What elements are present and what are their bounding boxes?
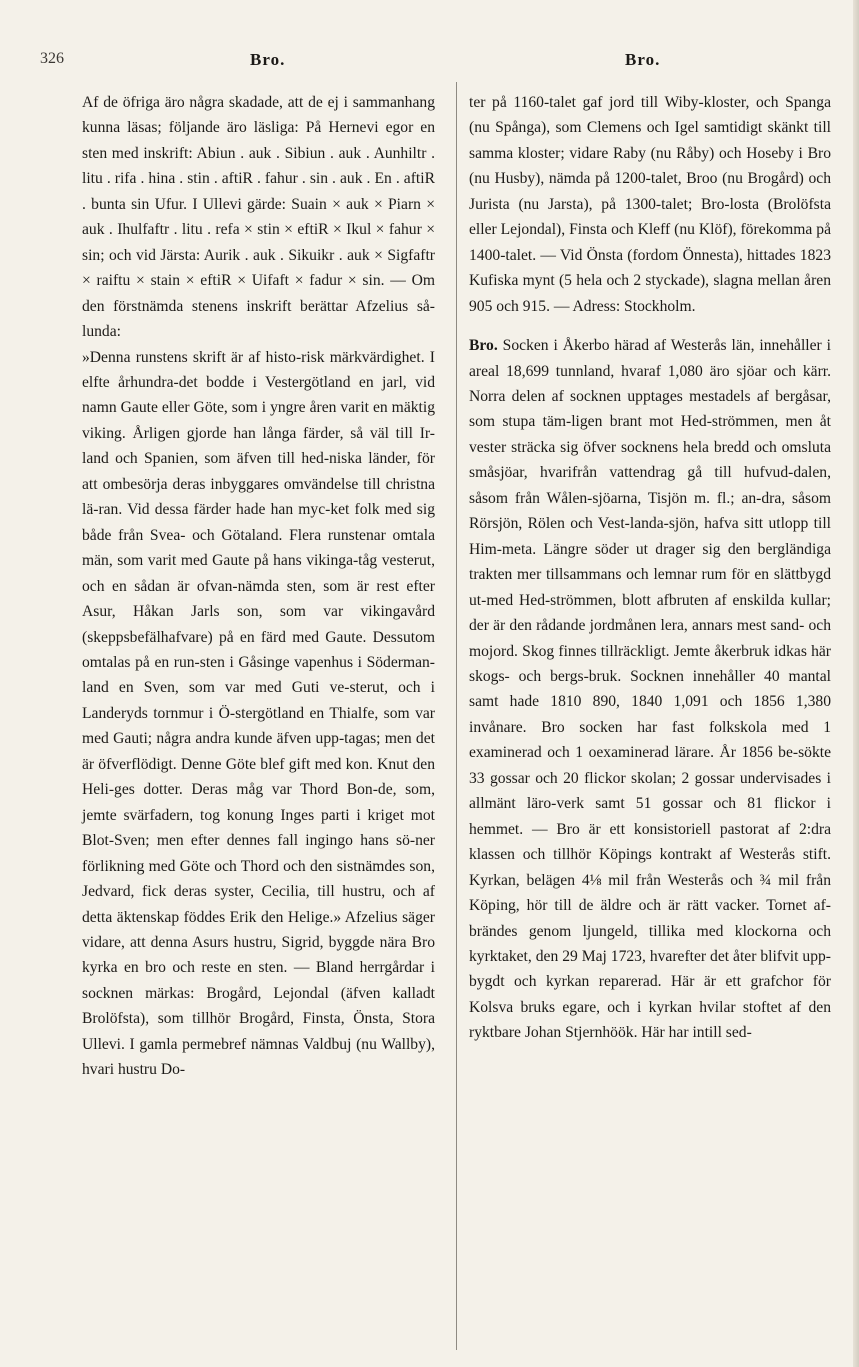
right-column	[469, 90, 831, 1046]
entry-headword: Bro.	[469, 337, 498, 355]
paragraph-inscriptions: Af de öfriga äro några skadade, att de ej i sammanhang kunna läsas; följande äro läsliga: På Hernevi egor en sten med inskrift: Abiun . auk . Sibiun . auk . Aunhiltr . litu . rifa . hina . stin . aftiR . fahur . sin . auk . En . aftiR . bunta sin Ufur. I Ullevi gärde: Suain × auk × Piarn × auk . Ihulfaftr . litu . refa × stin × eftiR × Ikul × fahur × sin; och vid Järsta: Aurik . auk . Sikuikr . auk × Sigfaftr × raiftu × stain × eftiR × Uifaft × fadur × sin. — Om den förstnämda stenens inskrift berättar Afzelius så-lunda:	[82, 94, 435, 341]
entry-bro-westeras	[469, 333, 831, 1046]
paragraph-continuation: ter på 1160-talet gaf jord till Wiby-kloster, och Spanga (nu Spånga), som Clemens och Igel samtidigt skänkt till samma kloster; vidare Raby (nu Råby) och Hoseby i Bro (nu Husby), nämda på 1200-talet, Broo (nu Brogård) och Jurista (nu Jarsta), på 1300-talet; Bro-losta (Brolöfsta eller Lejondal), Finsta och Kleff (nu Klöf), förekomma på 1400-talet. — Vid Önsta (fordom Önnesta), hittades 1823 Kufiska mynt (5 hela och 2 styckade), slagna mellan åren 905 och 915. — Adress: Stockholm.	[469, 94, 831, 315]
header-title-left: Bro.	[250, 50, 286, 69]
page-edge-shadow	[853, 0, 859, 1367]
column-divider	[456, 82, 457, 1350]
left-column	[82, 90, 435, 1083]
page-number: 326	[40, 50, 64, 67]
header-title-right: Bro.	[625, 50, 661, 69]
running-header	[0, 50, 859, 78]
paragraph-afzelius-quote: »Denna runstens skrift är af histo-risk märkvärdighet. I elfte århundra-det bodde i Vestergötland en jarl, vid namn Gaute eller Göte, som i yngre åren varit en mäktig viking. Årligen gjorde han långa färder, så väl till Ir-land och Spanien, som äfven till hed-niska länder, för att ombesörja deras inbyggares omvändelse till christna lä-ran. Vid dessa färder hade han myc-ket folk med sig både från Svea- och Götaland. Flera runstenar omtala män, som varit med Gaute på hans vikinga-tåg vesterut, och en sådan är ofvan-nämda sten, som är rest efter Asur, Håkan Jarls son, som var vikingavård (skeppsbefälhafvare) på en färd med Gaute. Dessutom omtalas på en run-sten i Gåsinge vapenhus i Söderman-land en Sven, som var med Guti ve-sterut, och i Landeryds tornmur i Ö-stergötland en Thialfe, som var med Gauti; några andra kunde äfven upp-tagas; men det är öfverflödigt. Denne Göte blef gift med kon. Knut den Heli-ges dotter. Deras måg var Thord Bon-de, som, jemte svärfadern, tog konung Inges parti i kriget mot Blot-Sven; men efter dennes fall ingingo hans sö-ner förlikning med Göte och Thord och den sistnämdes son, Jedvard, fick deras syster, Cecilia, till hustru, och af detta äktenskap föddes Erik den Helige.» Afzelius säger vidare, att denna Asurs hustru, Sigrid, byggde nära Bro kyrka en bro och reste en sten. — Bland herrgårdar i socknen märkas: Brogård, Lejondal (äfven kalladt Brolöfsta), som tillhör Brogård, Finsta, Önsta, Stora Ullevi. I gamla permebref nämnas Valdbuj (nu Wallby), hvari hustru Do-	[82, 348, 435, 1079]
entry-gap	[469, 319, 831, 333]
entry-body: Socken i Åkerbo härad af Westerås län, innehåller i areal 18,699 tunnland, hvaraf 1,080 äro sjöar och kärr. Norra delen af socknen upptages mestadels af bergåsar, som stupa täm-ligen brant mot Hed-strömmen, men åt vester sträcka sig öfver socknens hela bredd och omsluta småsjöar, hvarifrån vattendrag gå till hufvud-dalen, såsom från Wålen-sjöarna, Tisjön m. fl.; an-dra, såsom Rörsjön, Rölen och Vest-landa-sjön, hafva sitt utlopp till Him-meta. Längre söder ut drager sig den bergländiga trakten mer tillsammans och lemnar rum för en slättbygd ut-med Hed-strömmen, blott afbruten af enskilda kullar; der är den rådande jordmånen lera, annars mest sand- och mojord. Skog finnes tillräckligt. Jemte åkerbruk idkas här skogs- och bergs-bruk. Socknen innehåller 40 mantal samt hade 1810 890, 1840 1,091 och 1856 1,380 invånare. Bro socken har fast folkskola med 1 examinerad och 1 oexaminerad lärare. År 1856 be-sökte 33 gossar och 20 flickor skolan; 2 gossar undervisades i allmänt läro-verk samt 51 gossar och 81 flickor i hemmet. — Bro är ett konsistoriell pastorat af 2:dra klassen och tillhör Köpings kontrakt af Westerås stift. Kyrkan, belägen 4⅛ mil från Westerås och ¾ mil från Köping, hör till de äldre och är rätt vacker. Tornet af-brändes genom ljungeld, tillika med klockorna och kyrktaket, den 29 Maj 1723, hvarefter det åter blifvit upp-bygdt och kyrkan reparerad. Här är ett grafchor för Kolsva bruks egare, och i kyrkan hvilar stoftet af den ryktbare Johan Stjernhöök. Här har intill sed-	[469, 337, 831, 1042]
